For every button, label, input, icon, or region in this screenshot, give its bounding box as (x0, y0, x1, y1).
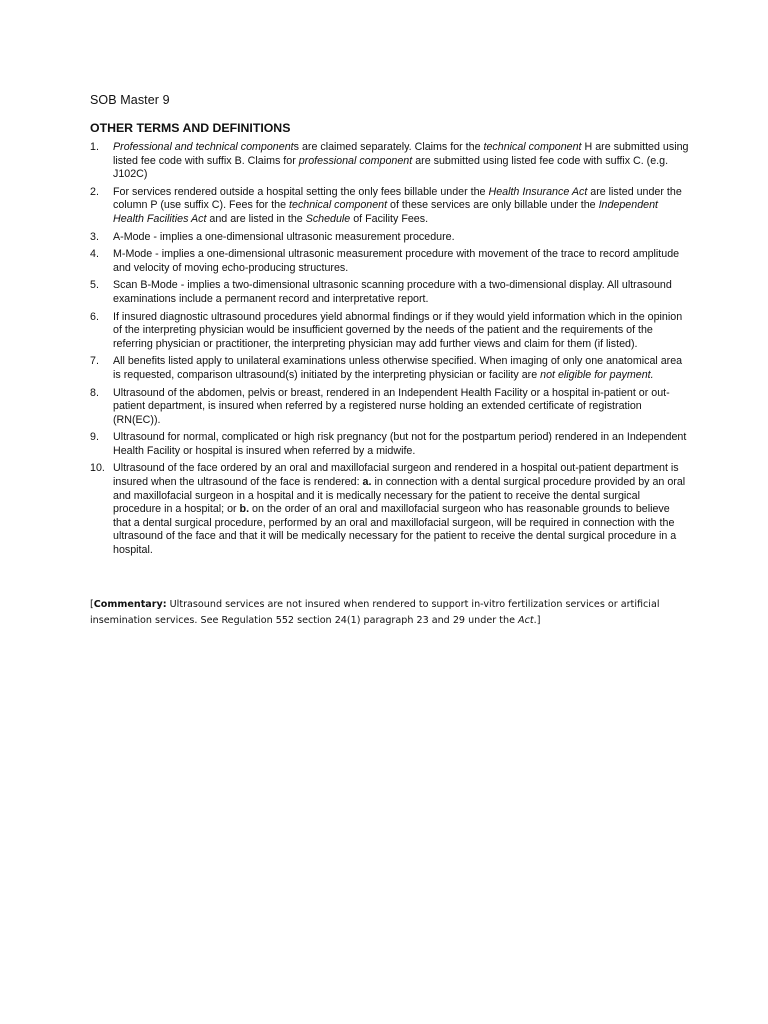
term-text (113, 462, 690, 557)
term-text-run: of Facility Fees. (350, 212, 429, 225)
term-text-run: of these services are only billable under the (387, 199, 599, 212)
term-number: 6. (90, 310, 99, 323)
commentary-body: Ultrasound services are not insured when rendered to support in-vitro fertilization services or artificial insemination services. See Regulation 552 section 24(1) paragraph 23 and 29 under the (90, 599, 660, 626)
term-text-run: Ultrasound of the face ordered by an oral and maxillofacial surgeon and rendered in a hospital out-patient department is insured when the ultrasound of the face is rendered: (113, 462, 679, 489)
term-number: 5. (90, 279, 99, 292)
term-text (113, 355, 690, 382)
term-item (90, 431, 690, 458)
term-text (113, 231, 690, 245)
commentary-lead: Commentary: (93, 599, 167, 610)
term-text-run: are listed under the column P (use suffix C). Fees for the (113, 185, 682, 212)
term-text-run: are submitted using listed fee code with suffix C. (e.g. J102C) (113, 154, 669, 181)
term-text-italic: Independent Health Facilities Act (113, 199, 658, 225)
term-text-run: on the order of an oral and maxillofacial surgeon who has reasonable grounds to believe that a dental surgical procedure, performed by an oral and maxillofacial surgeon, will be required in connection with the ultrasound of the face and that it will be medically necessary for the patient to receive the dental surgical procedure in a hospital. (113, 503, 677, 557)
term-text-run: s are claimed separately. Claims for the (293, 141, 484, 153)
term-text-italic: Professional and technical component (113, 141, 294, 153)
term-number: 1. (90, 141, 99, 153)
term-text (113, 186, 690, 227)
term-item (90, 311, 690, 352)
term-text-run: All benefits listed apply to unilateral examinations unless otherwise specified. When imaging of only one anatomical area is requested, comparison ultrasound(s) initiated by the interpreting physician or facility are (113, 355, 683, 381)
term-text-italic: Health Insurance Act (488, 185, 588, 198)
term-text (113, 141, 690, 182)
term-number: 8. (90, 386, 99, 399)
document-header: SOB Master 9 (90, 93, 170, 107)
term-text-run: and are listed in the (206, 212, 306, 225)
term-item (90, 248, 690, 275)
term-text (113, 387, 690, 428)
term-text-italic: technical component (483, 141, 582, 153)
term-item (90, 387, 690, 428)
term-text (113, 248, 690, 275)
term-item (90, 141, 690, 182)
term-text-italic: not eligible for payment. (540, 368, 654, 381)
term-text-run: For services rendered outside a hospital setting the only fees billable under the (113, 185, 489, 198)
term-text-run: Ultrasound for normal, complicated or high risk pregnancy (but not for the postpartum period) rendered in an Independent Health Facility or hospital is insured when referred by a midwife. (113, 431, 687, 457)
term-text-italic: professional component (298, 154, 413, 167)
term-number: 10. (90, 462, 105, 475)
term-text-bold: a. (362, 476, 372, 489)
term-text-italic: Schedule (305, 212, 351, 225)
commentary-note (90, 597, 690, 628)
term-text-run: in connection with a dental surgical procedure provided by an oral and maxillofacial surgeon in a hospital and it is medically necessary for the patient to receive the dental surgical procedure in a hospital; or (113, 476, 686, 516)
term-text-run: Scan B-Mode - implies a two-dimensional ultrasonic scanning procedure with a two-dimensional display. All ultrasound examinations include a permanent record and interpretative report. (113, 279, 672, 305)
term-number: 9. (90, 431, 99, 444)
term-number: 3. (90, 230, 99, 243)
commentary-act: Act (518, 614, 534, 626)
term-text-run: If insured diagnostic ultrasound procedures yield abnormal findings or if they would yield information which in the opinion of the interpreting physician would be insufficient governed by the needs of the patient and the requirements of the referring physician or practitioner, the interpreting physician may add further views and claim for them (if listed). (113, 310, 683, 350)
term-number: 2. (90, 185, 99, 198)
term-text-italic: technical component (289, 199, 388, 212)
term-text (113, 311, 690, 352)
term-text-run: A-Mode - implies a one-dimensional ultrasonic measurement procedure. (113, 230, 455, 243)
section-title: OTHER TERMS AND DEFINITIONS (90, 121, 291, 135)
term-item (90, 186, 690, 227)
term-text-run: H are submitted using listed fee code with suffix B. Claims for (113, 141, 689, 167)
term-item (90, 279, 690, 306)
commentary-open-bracket: [ (90, 599, 94, 610)
term-text-run: M-Mode - implies a one-dimensional ultrasonic measurement procedure with movement of the trace to record amplitude and velocity of moving echo-producing structures. (113, 248, 680, 274)
term-text (113, 431, 690, 458)
term-text-bold: b. (239, 503, 250, 516)
term-number: 7. (90, 355, 99, 368)
commentary-close: .] (533, 614, 541, 626)
term-item (90, 355, 690, 382)
terms-list (90, 141, 690, 562)
term-text (113, 279, 690, 306)
term-item (90, 231, 690, 245)
term-item (90, 462, 690, 557)
term-text-run: Ultrasound of the abdomen, pelvis or breast, rendered in an Independent Health Facility or a hospital in-patient or out-patient department, is insured when referred by a registered nurse holding an extended certificate of registration (RN(EC)). (113, 386, 670, 426)
term-number: 4. (90, 248, 99, 261)
